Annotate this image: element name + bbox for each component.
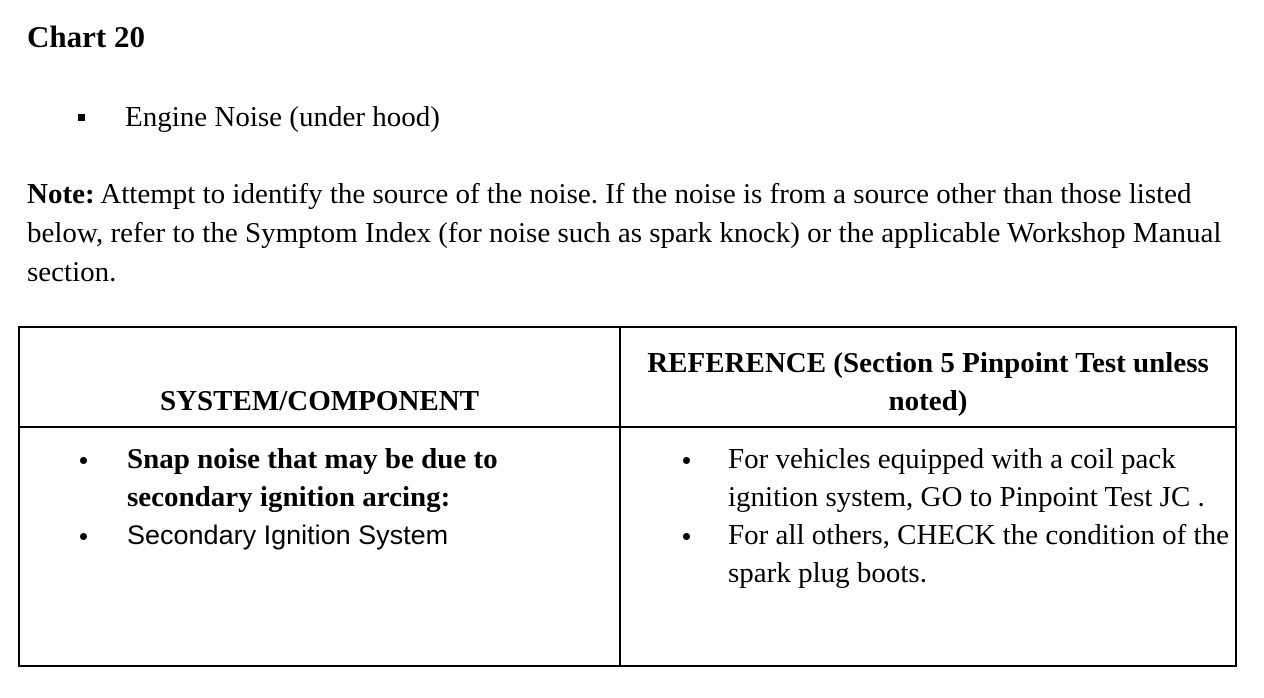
note-paragraph [27, 175, 1237, 292]
note-text: Attempt to identify the source of the noise. If the noise is from a source other than those listed below, refer to the Symptom Index (for noise such as spark knock) or the applicable Workshop Manual section. [27, 178, 1222, 288]
list-item [127, 440, 609, 516]
system-component-cell [19, 427, 620, 666]
list-item-text: Snap noise that may be due to secondary ignition arcing: [127, 443, 498, 513]
reference-list [621, 428, 1235, 592]
system-component-list [20, 428, 619, 554]
list-item [728, 440, 1231, 516]
chart-title: Chart 20 [27, 19, 145, 54]
bullet-icon [80, 457, 87, 464]
list-item [127, 516, 609, 554]
symptom-table [18, 326, 1237, 667]
list-item-text: For all others, CHECK the condition of the spark plug boots. [728, 519, 1229, 589]
header-reference: REFERENCE (Section 5 Pinpoint Test unless noted) [620, 327, 1236, 427]
topic-label: Engine Noise (under hood) [125, 101, 440, 133]
note-label: Note: [27, 178, 95, 210]
table-row [19, 427, 1236, 666]
topic-item [78, 99, 440, 135]
bullet-icon [683, 457, 690, 464]
list-item-text: For vehicles equipped with a coil pack ignition system, GO to Pinpoint Test JC . [728, 443, 1205, 513]
table-header-row [19, 327, 1236, 427]
square-bullet-icon [78, 114, 85, 121]
list-item-text: Secondary Ignition System [127, 520, 449, 550]
header-system-component: SYSTEM/COMPONENT [19, 327, 620, 427]
bullet-icon [683, 533, 690, 540]
list-item [728, 516, 1231, 592]
bullet-icon [80, 533, 87, 540]
reference-cell [620, 427, 1236, 666]
